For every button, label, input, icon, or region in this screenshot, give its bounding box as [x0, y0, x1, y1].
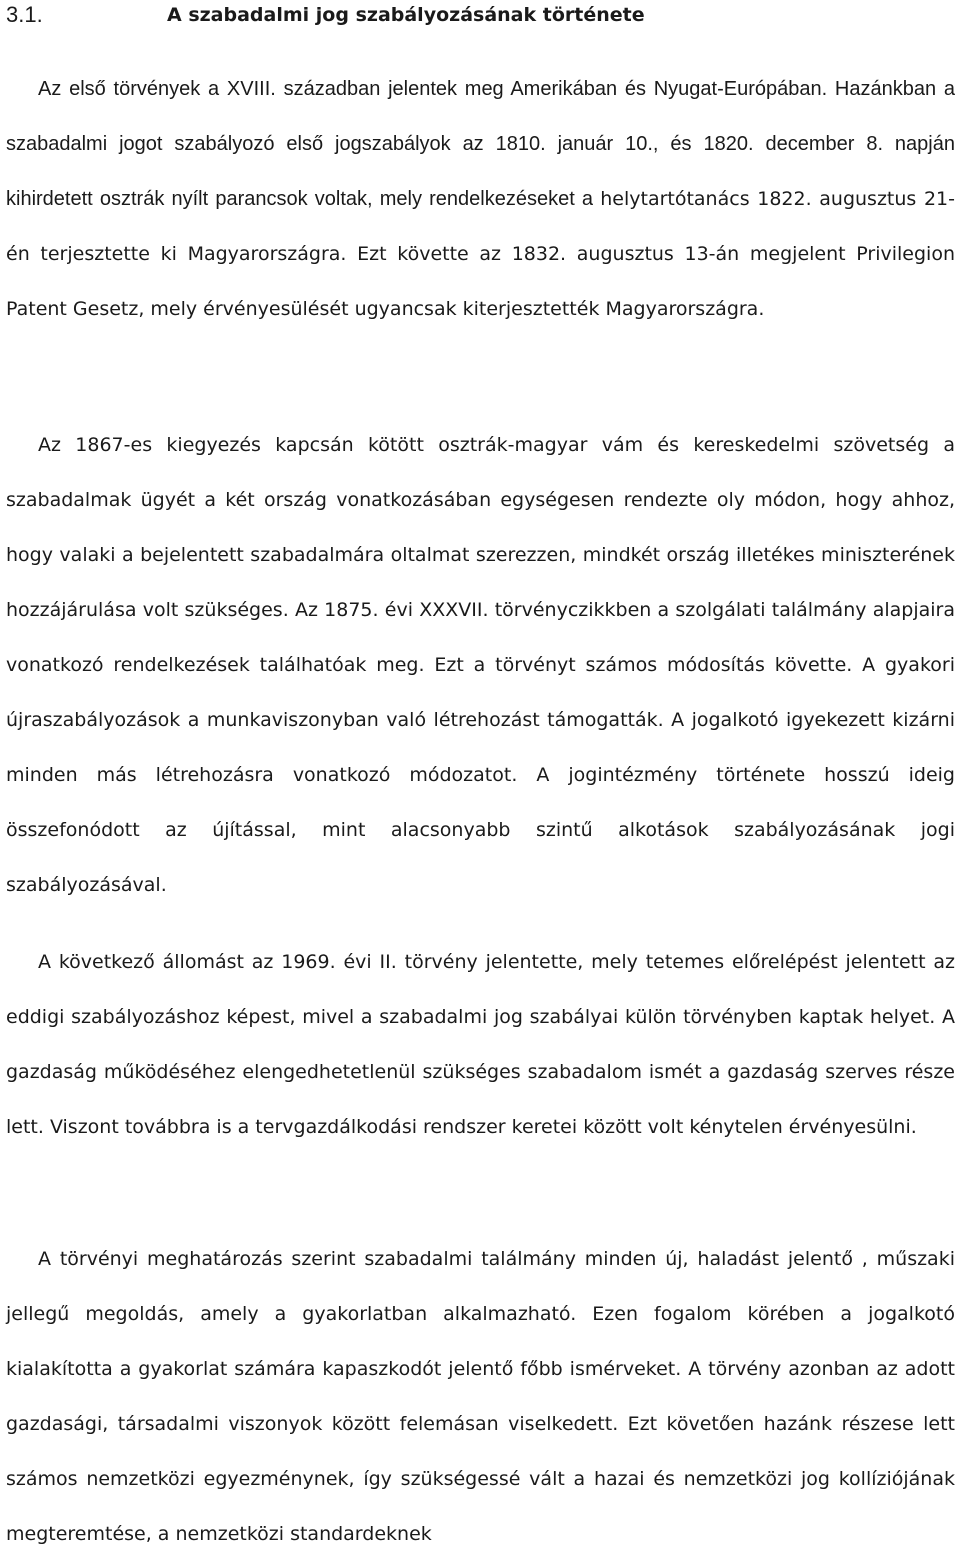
paragraph-4: A törvényi meghatározás szerint szabadalmi találmány minden új, haladást jelentő , műszaki jellegű megoldás, amely a gyakorlatban alkalmazható. Ezen fogalom körében a jogalkotó kialakította a gyakorlat számára kapaszkodót jelentő főbb ismérveket. A törvény azonban az adott gazdasági, társadalmi viszonyok között felemásan viselkedett. Ezt követően hazánk részese lett számos nemzetközi egyezménynek, így szükségessé vált a hazai és nemzetközi jog kollíziójának megteremtése, a nemzetközi standardeknek: [6, 1248, 955, 1545]
paragraph-1: [6, 62, 955, 337]
paragraph-1-part-1: Az első törvények a XVIII. században jelentek meg Amerikában és Nyugat-Európában. Hazánkban a szabadalmi jogot szabályozó első jogszabályok az 1810. január 10., és 1820. december 8. napján kihirdetett osztrák nyílt parancsok voltak, mely rendelkezéseket a: [6, 78, 955, 210]
paragraph-2: Az 1867-es kiegyezés kapcsán kötött osztrák-magyar vám és kereskedelmi szövetség a szabadalmak ügyét a két ország vonatkozásában egységesen rendezte oly módon, hogy ahhoz, hogy valaki a bejelentett szabadalmára oltalmat szerezzen, mindkét ország illetékes miniszterének hozzájárulása volt szükséges. Az 1875. évi XXXVII. törvényczikkben a szolgálati találmány alapjaira vonatkozó rendelkezések találhatóak meg. Ezt a törvényt számos módosítás követte. A gyakori újraszabályozások a munkaviszonyban való létrehozást támogatták. A jogalkotó igyekezett kizárni minden más létrehozásra vonatkozó módozatot. A jogintézmény története hosszú ideig összefonódott az újítással, mint alacsonyabb szintű alkotások szabályozásának jogi szabályozásával.: [6, 434, 955, 896]
paragraph-1-part-2: helytartótanács 1822. augusztus 21-én terjesztette ki Magyarországra. Ezt követte az 1832. augusztus 13-án megjelent Privilegion Patent Gesetz, mely érvényesülését ugyancsak kiterjesztették Magyarországra.: [6, 188, 956, 320]
section-number: 3.1.: [6, 2, 43, 27]
paragraph-3: A következő állomást az 1969. évi II. törvény jelentette, mely tetemes előrelépést jelentett az eddigi szabályozáshoz képest, mivel a szabadalmi jog szabályai külön törvényben kaptak helyet. A gazdaság működéséhez elengedhetetlenül szükséges szabadalom ismét a gazdaság szerves része lett. Viszont továbbra is a tervgazdálkodási rendszer keretei között volt kénytelen érvényesülni.: [6, 951, 955, 1138]
section-title: A szabadalmi jog szabályozásának története: [167, 4, 645, 26]
